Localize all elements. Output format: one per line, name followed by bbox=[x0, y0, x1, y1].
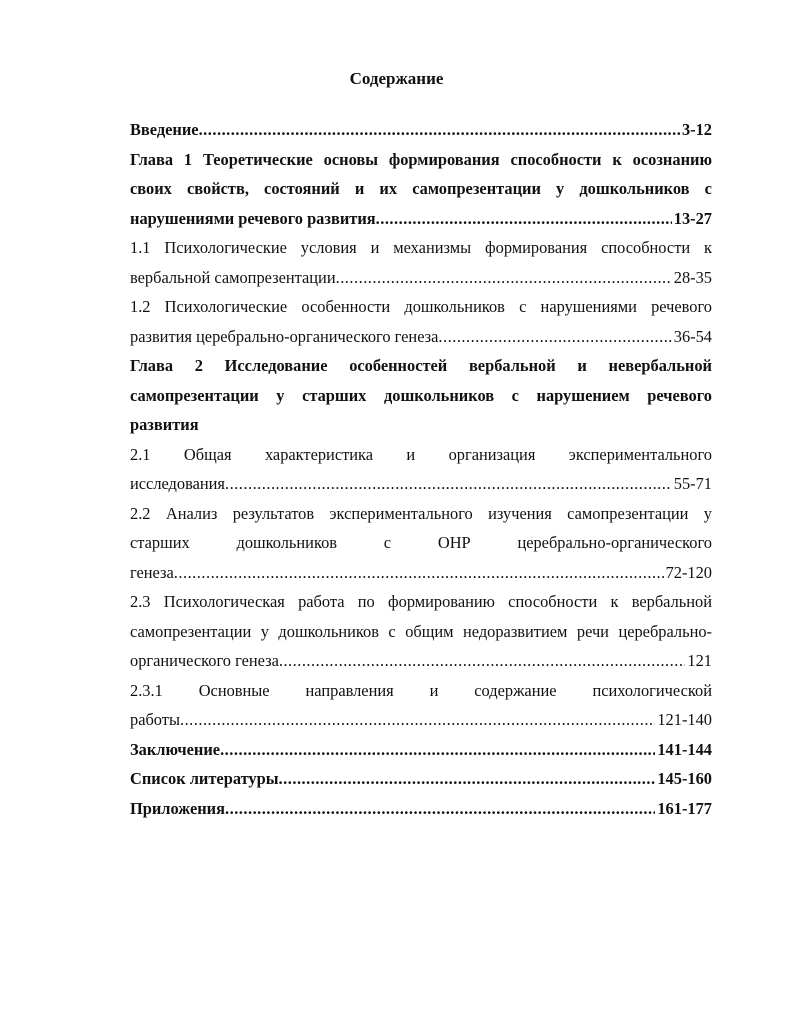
table-of-contents bbox=[130, 115, 712, 823]
toc-entry-2-3-line3: органического генеза ..... 121 bbox=[130, 646, 712, 676]
toc-entry-2-2-line2: старших дошкольников с ОНР церебрально-органического bbox=[130, 533, 712, 552]
page-number: 161-177 bbox=[657, 798, 712, 818]
page-number: 121-140 bbox=[657, 710, 712, 729]
toc-entry-2-1-line2: исследования ..... 55-71 bbox=[130, 469, 712, 499]
page-number: 145-160 bbox=[657, 769, 712, 788]
toc-entry-chapter1-line2: своих свойств, состояний и их самопрезентации у дошкольников с bbox=[130, 179, 712, 198]
page-number: 36-54 bbox=[673, 326, 712, 346]
page-title: Содержание bbox=[349, 69, 444, 88]
page-number: 3-12 bbox=[681, 120, 712, 139]
toc-entry-2-2-line1: 2.2 Анализ результатов экспериментального изучения самопрезентации у bbox=[130, 503, 712, 523]
toc-entry-1-1-line1: 1.1 Психологические условия и механизмы формирования способности к bbox=[130, 238, 712, 257]
toc-entry-references: Список литературы ..... 145-160 bbox=[130, 764, 712, 794]
toc-entry-2-3-1-line1: 2.3.1 Основные направления и содержание психологической bbox=[130, 680, 712, 700]
page-number: 72-120 bbox=[665, 562, 712, 582]
toc-entry-chapter2-line3: развития bbox=[130, 415, 199, 434]
toc-entry-chapter2-line2: самопрезентации у старших дошкольников с нарушением речевого bbox=[130, 385, 712, 405]
toc-entry-2-3-line1: 2.3 Психологическая работа по формированию способности к вербальной bbox=[130, 592, 712, 611]
toc-entry-appendix: Приложения ..... 161-177 bbox=[130, 794, 712, 824]
toc-entry-chapter1-line3: нарушениями речевого развития ..... 13-27 bbox=[130, 204, 712, 234]
toc-entry-chapter2-line1: Глава 2 Исследование особенностей вербальной и невербальной bbox=[130, 356, 712, 375]
toc-entry-2-1-line1: 2.1 Общая характеристика и организация экспериментального bbox=[130, 444, 712, 464]
toc-entry-2-2-line3: генеза ..... 72-120 bbox=[130, 558, 712, 588]
toc-entry-intro: Введение ..... 3-12 bbox=[130, 115, 712, 145]
page-number: 141-144 bbox=[657, 739, 712, 759]
toc-entry-chapter1-line1: Глава 1 Теоретические основы формирования способности к осознанию bbox=[130, 149, 712, 169]
page-number: 28-35 bbox=[673, 267, 712, 287]
toc-entry-1-2-line1: 1.2 Психологические особенности дошкольников с нарушениями речевого bbox=[130, 297, 712, 316]
page-number: 13-27 bbox=[673, 208, 712, 228]
page-number: 55-71 bbox=[673, 474, 712, 493]
toc-entry-1-2-line2: развития церебрально-органического генеза ..... 36-54 bbox=[130, 322, 712, 352]
toc-entry-conclusion: Заключение ..... 141-144 bbox=[130, 735, 712, 765]
page-number: 121 bbox=[687, 651, 712, 670]
toc-entry-1-1-line2: вербальной самопрезентации ..... 28-35 bbox=[130, 263, 712, 293]
toc-entry-2-3-1-line2: работы ..... 121-140 bbox=[130, 705, 712, 735]
toc-entry-2-3-line2: самопрезентации у дошкольников с общим недоразвитием речи церебрально- bbox=[130, 621, 712, 641]
